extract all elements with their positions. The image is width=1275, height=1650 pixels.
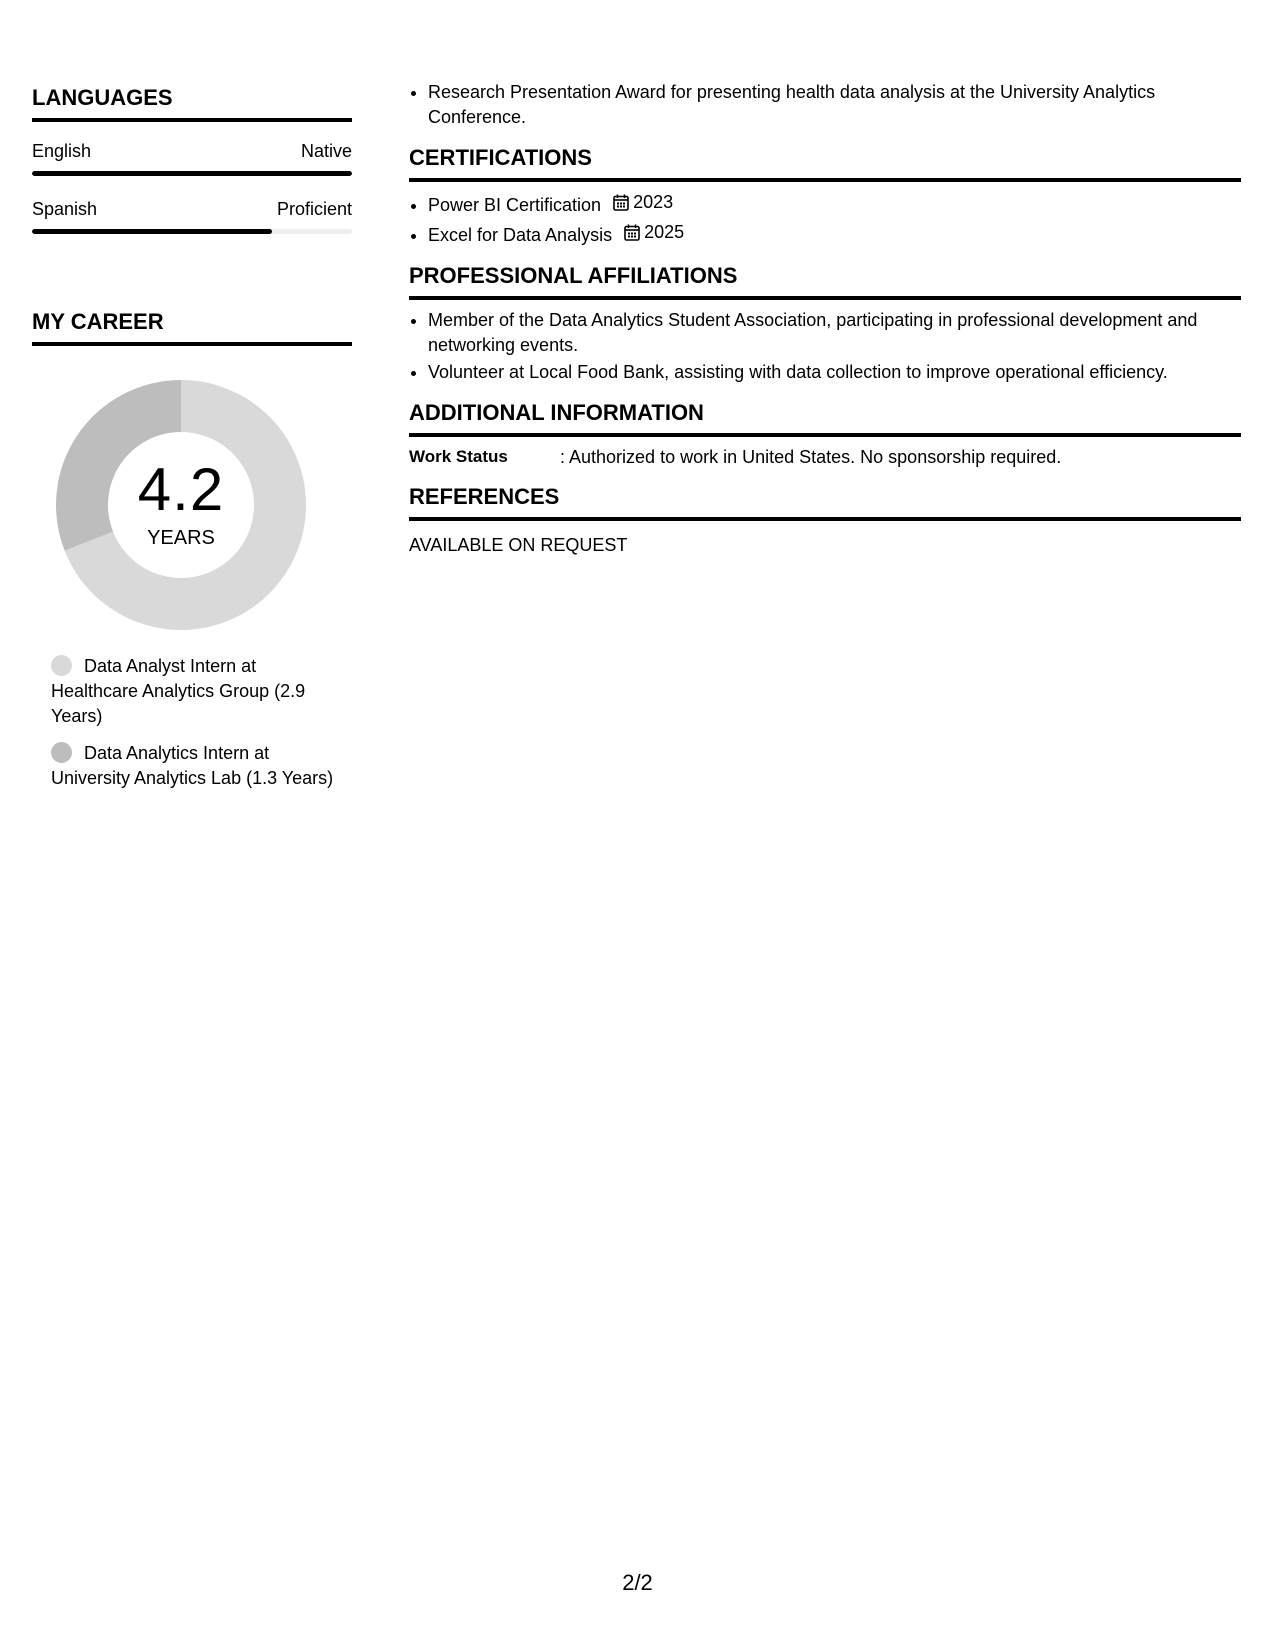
certification-name: Excel for Data Analysis bbox=[428, 225, 613, 245]
work-status-label: Work Status bbox=[409, 447, 508, 466]
awards-list bbox=[409, 80, 1241, 130]
legend-dot bbox=[51, 742, 72, 763]
language-level: Proficient bbox=[276, 199, 352, 219]
references-section bbox=[409, 483, 1241, 557]
legend-dot bbox=[51, 655, 72, 676]
certifications-section bbox=[409, 144, 1241, 248]
certifications-title: CERTIFICATIONS bbox=[409, 144, 1241, 182]
legend-label: Data Analyst Intern at Healthcare Analytics Group (2.9 Years) bbox=[51, 656, 306, 726]
career-title: MY CAREER bbox=[32, 308, 352, 346]
affiliations-title: PROFESSIONAL AFFILIATIONS bbox=[409, 262, 1241, 300]
language-proficiency-fill bbox=[32, 171, 352, 176]
affiliations-section bbox=[409, 262, 1241, 385]
calendar-icon bbox=[624, 224, 640, 241]
list-item bbox=[428, 220, 1241, 248]
list-item bbox=[428, 190, 1241, 218]
additional-info-title: ADDITIONAL INFORMATION bbox=[409, 399, 1241, 437]
career-total-value: 4.2 bbox=[137, 456, 225, 523]
references-title: REFERENCES bbox=[409, 483, 1241, 521]
calendar-icon bbox=[613, 194, 629, 211]
left-column bbox=[32, 84, 352, 803]
career-total-unit: YEARS bbox=[147, 527, 215, 549]
certification-year: 2025 bbox=[644, 222, 685, 242]
career-donut-chart bbox=[56, 380, 306, 630]
additional-info-section bbox=[409, 399, 1241, 469]
list-item: • Member of the Data Analytics Student Association, participating in professional development and networking events. bbox=[428, 308, 1241, 358]
languages-title: LANGUAGES bbox=[32, 84, 352, 122]
legend-item bbox=[51, 654, 341, 729]
certification-year: 2023 bbox=[633, 192, 674, 212]
work-status-value: : Authorized to work in United States. No sponsorship required. bbox=[560, 447, 1062, 467]
language-proficiency-bar bbox=[32, 171, 352, 176]
list-item: • Research Presentation Award for presenting health data analysis at the University Analytics Conference. bbox=[428, 80, 1241, 130]
certifications-list bbox=[409, 190, 1241, 248]
language-name: English bbox=[32, 141, 92, 161]
legend-label: Data Analytics Intern at University Analytics Lab (1.3 Years) bbox=[51, 743, 334, 788]
career-legend bbox=[51, 654, 341, 791]
language-proficiency-fill bbox=[32, 229, 272, 234]
language-proficiency-bar bbox=[32, 229, 352, 234]
language-item bbox=[32, 140, 352, 176]
page-number: 2/2 bbox=[622, 1570, 653, 1595]
references-text: AVAILABLE ON REQUEST bbox=[409, 535, 628, 555]
language-name: Spanish bbox=[32, 199, 98, 219]
work-status-row bbox=[409, 445, 1241, 469]
language-level: Native bbox=[300, 141, 352, 161]
list-item: • Volunteer at Local Food Bank, assisting with data collection to improve operational efficiency. bbox=[428, 360, 1241, 385]
language-item bbox=[32, 198, 352, 234]
certification-name: Power BI Certification bbox=[428, 195, 602, 215]
affiliations-list bbox=[409, 308, 1241, 385]
right-column bbox=[409, 80, 1241, 557]
legend-item bbox=[51, 741, 341, 791]
